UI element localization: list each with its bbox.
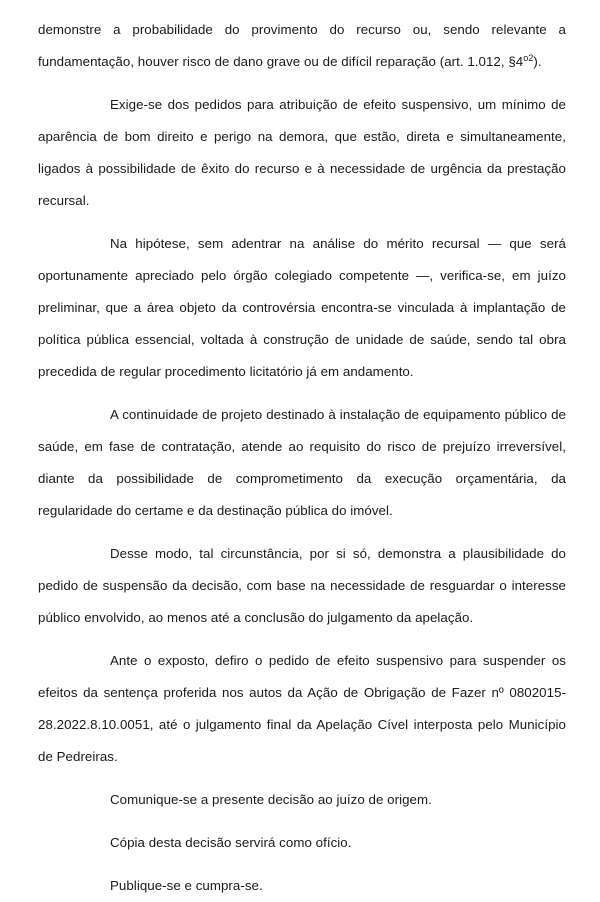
- paragraph-communicate: Comunique-se a presente decisão ao juízo de origem.: [110, 792, 432, 807]
- paragraph-publish: Publique-se e cumpra-se.: [110, 878, 263, 893]
- paragraph-text: demonstre a probabilidade do provimento do recurso ou, sendo relevante a fundamentação, houver risco de dano grave ou de difícil reparação (art. 1.012, §4: [38, 22, 566, 69]
- superscript-ordinal: o2: [523, 53, 534, 63]
- paragraph-continuity: A continuidade de projeto destinado à instalação de equipamento público de saúde, em fase de contratação, atende ao requisito do risco de prejuízo irreversível, diante da possibilidade de comprometimento da execução orçamentária, da regularidade do certame e da destinação pública do imóvel.: [38, 407, 566, 518]
- paragraph-plausibility: Desse modo, tal circunstância, por si só, demonstra a plausibilidade do pedido de suspensão da decisão, com base na necessidade de resguardar o interesse público envolvido, ao menos até a conclusão do julgamento da apelação.: [38, 546, 566, 625]
- paragraph-requirements: Exige-se dos pedidos para atribuição de efeito suspensivo, um mínimo de aparência de bom direito e perigo na demora, que estão, direta e simultaneamente, ligados à possibilidade de êxito do recurso e à necessidade de urgência da prestação recursal.: [38, 97, 566, 208]
- paragraph-copy-office: Cópia desta decisão servirá como ofício.: [110, 835, 352, 850]
- document-page: [38, 14, 566, 902]
- paragraph-text-end: ).: [533, 54, 542, 69]
- paragraph-hypothesis: Na hipótese, sem adentrar na análise do mérito recursal — que será oportunamente apreciado pelo órgão colegiado competente —, verifica-se, em juízo preliminar, que a área objeto da controvérsia encontra-se vinculada à implantação de política pública essencial, voltada à construção de unidade de saúde, sendo tal obra precedida de regular procedimento licitatório já em andamento.: [38, 236, 566, 379]
- paragraph-decision: Ante o exposto, defiro o pedido de efeito suspensivo para suspender os efeitos da sentença proferida nos autos da Ação de Obrigação de Fazer nº 0802015-28.2022.8.10.0051, até o julgamento final da Apelação Cível interposta pelo Município de Pedreiras.: [38, 653, 566, 764]
- paragraph-continuation: [38, 14, 566, 78]
